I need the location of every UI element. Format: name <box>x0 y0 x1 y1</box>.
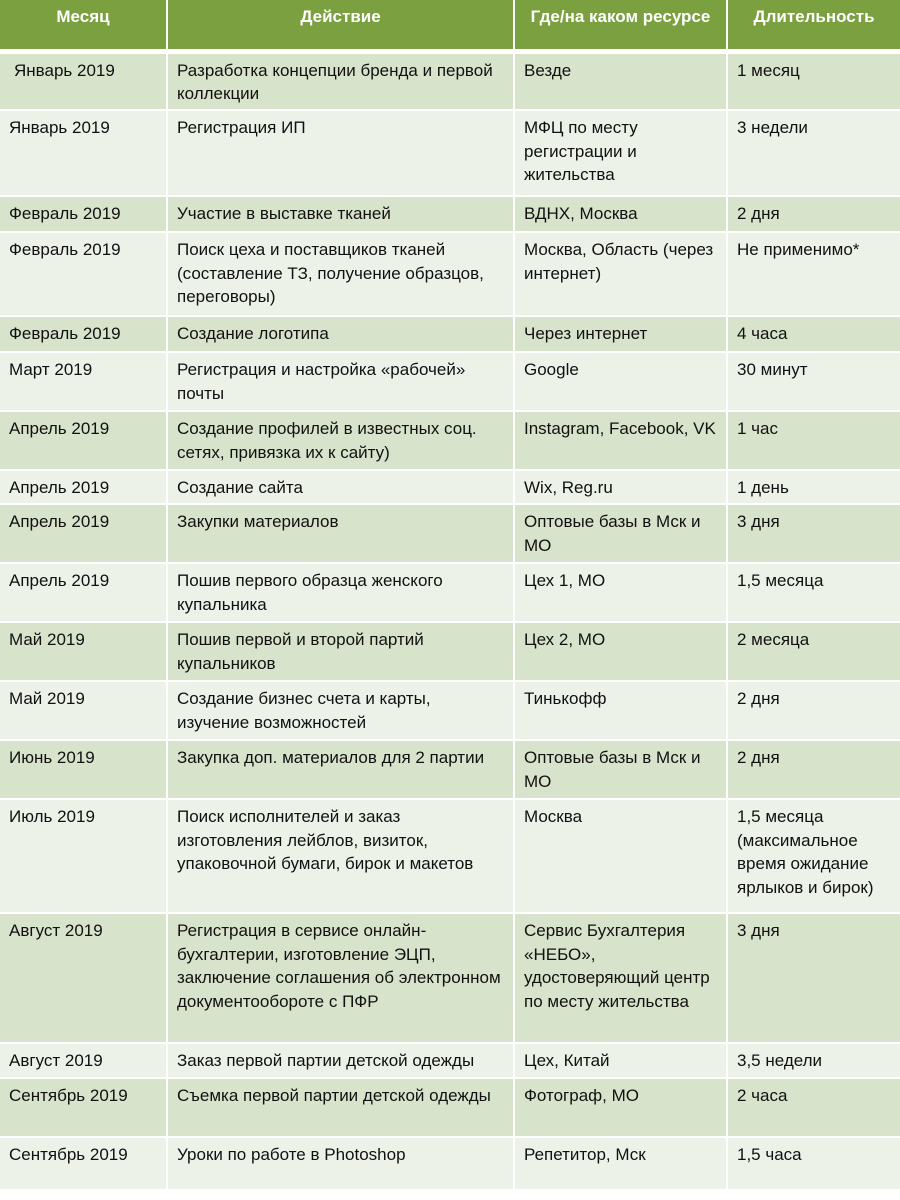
cell-resource: Цех 1, МО <box>514 563 727 622</box>
table-row <box>0 232 900 316</box>
cell-duration: 3,5 недели <box>727 1043 900 1078</box>
cell-action: Создание профилей в известных соц. сетях, привязка их к сайту) <box>167 411 514 470</box>
table-row <box>0 1043 900 1078</box>
table-row <box>0 411 900 470</box>
cell-duration: 2 часа <box>727 1078 900 1137</box>
cell-resource: Фотограф, МО <box>514 1078 727 1137</box>
cell-resource: Оптовые базы в Мск и МО <box>514 504 727 563</box>
cell-month: Апрель 2019 <box>0 504 167 563</box>
cell-resource: ВДНХ, Москва <box>514 196 727 232</box>
cell-month: Сентябрь 2019 <box>0 1078 167 1137</box>
cell-duration: 2 дня <box>727 681 900 740</box>
cell-action: Создание логотипа <box>167 316 514 352</box>
cell-month: Февраль 2019 <box>0 316 167 352</box>
cell-resource: Цех, Китай <box>514 1043 727 1078</box>
header-month: Месяц <box>0 0 167 51</box>
cell-month: Январь 2019 <box>0 51 167 110</box>
cell-action: Закупка доп. материалов для 2 партии <box>167 740 514 799</box>
cell-action: Создание бизнес счета и карты, изучение возможностей <box>167 681 514 740</box>
cell-action: Регистрация в сервисе онлайн-бухгалтерии, изготовление ЭЦП, заключение соглашения об электронном документообороте с ПФР <box>167 913 514 1043</box>
cell-resource: Google <box>514 352 727 411</box>
cell-action: Пошив первой и второй партий купальников <box>167 622 514 681</box>
table-row <box>0 352 900 411</box>
cell-month: Август 2019 <box>0 913 167 1043</box>
cell-month: Апрель 2019 <box>0 470 167 504</box>
table-row <box>0 622 900 681</box>
cell-month: Июль 2019 <box>0 799 167 913</box>
table-row <box>0 681 900 740</box>
table-row <box>0 1137 900 1190</box>
cell-duration: 3 недели <box>727 110 900 196</box>
cell-resource: Цех 2, МО <box>514 622 727 681</box>
cell-month: Январь 2019 <box>0 110 167 196</box>
cell-duration: 1 месяц <box>727 51 900 110</box>
cell-duration: 4 часа <box>727 316 900 352</box>
cell-duration: 1,5 месяца <box>727 563 900 622</box>
cell-month: Март 2019 <box>0 352 167 411</box>
cell-resource: Через интернет <box>514 316 727 352</box>
cell-duration: 2 дня <box>727 196 900 232</box>
cell-resource: Сервис Бухгалтерия «НЕБО», удостоверяющий центр по месту жительства <box>514 913 727 1043</box>
cell-duration: 3 дня <box>727 913 900 1043</box>
header-action: Действие <box>167 0 514 51</box>
table-row <box>0 51 900 110</box>
cell-action: Заказ первой партии детской одежды <box>167 1043 514 1078</box>
table-row <box>0 196 900 232</box>
cell-resource: Репетитор, Мск <box>514 1137 727 1190</box>
cell-duration: 2 месяца <box>727 622 900 681</box>
cell-action: Закупки материалов <box>167 504 514 563</box>
cell-month: Февраль 2019 <box>0 232 167 316</box>
cell-action: Поиск исполнителей и заказ изготовления лейблов, визиток, упаковочной бумаги, бирок и макетов <box>167 799 514 913</box>
header-duration: Длительность <box>727 0 900 51</box>
table-row <box>0 470 900 504</box>
cell-duration: Не применимо* <box>727 232 900 316</box>
cell-month: Июнь 2019 <box>0 740 167 799</box>
cell-month: Май 2019 <box>0 622 167 681</box>
cell-action: Разработка концепции бренда и первой коллекции <box>167 51 514 110</box>
table-row <box>0 316 900 352</box>
table-row <box>0 563 900 622</box>
cell-resource: Оптовые базы в Мск и МО <box>514 740 727 799</box>
table-row <box>0 110 900 196</box>
cell-duration: 30 минут <box>727 352 900 411</box>
table-row <box>0 799 900 913</box>
cell-resource: Instagram, Facebook, VK <box>514 411 727 470</box>
cell-resource: Тинькофф <box>514 681 727 740</box>
cell-month: Сентябрь 2019 <box>0 1137 167 1190</box>
header-row <box>0 0 900 51</box>
cell-month: Апрель 2019 <box>0 563 167 622</box>
cell-month: Август 2019 <box>0 1043 167 1078</box>
cell-resource: Wix, Reg.ru <box>514 470 727 504</box>
cell-action: Регистрация и настройка «рабочей» почты <box>167 352 514 411</box>
cell-duration: 1,5 месяца (максимальное время ожидание ярлыков и бирок) <box>727 799 900 913</box>
table-body <box>0 51 900 1190</box>
table-row <box>0 913 900 1043</box>
table-header <box>0 0 900 51</box>
cell-duration: 1,5 часа <box>727 1137 900 1190</box>
cell-resource: Москва, Область (через интернет) <box>514 232 727 316</box>
table-row <box>0 740 900 799</box>
cell-resource: Везде <box>514 51 727 110</box>
cell-month: Май 2019 <box>0 681 167 740</box>
cell-action: Уроки по работе в Photoshop <box>167 1137 514 1190</box>
cell-month: Февраль 2019 <box>0 196 167 232</box>
cell-resource: Москва <box>514 799 727 913</box>
cell-month: Апрель 2019 <box>0 411 167 470</box>
header-resource: Где/на каком ресурсе <box>514 0 727 51</box>
cell-action: Участие в выставке тканей <box>167 196 514 232</box>
cell-duration: 2 дня <box>727 740 900 799</box>
cell-resource: МФЦ по месту регистрации и жительства <box>514 110 727 196</box>
cell-action: Регистрация ИП <box>167 110 514 196</box>
cell-duration: 1 час <box>727 411 900 470</box>
cell-action: Пошив первого образца женского купальника <box>167 563 514 622</box>
cell-action: Поиск цеха и поставщиков тканей (составление ТЗ, получение образцов, переговоры) <box>167 232 514 316</box>
table-row <box>0 1078 900 1137</box>
table-row <box>0 504 900 563</box>
cell-duration: 3 дня <box>727 504 900 563</box>
cell-action: Съемка первой партии детской одежды <box>167 1078 514 1137</box>
cell-action: Создание сайта <box>167 470 514 504</box>
cell-duration: 1 день <box>727 470 900 504</box>
